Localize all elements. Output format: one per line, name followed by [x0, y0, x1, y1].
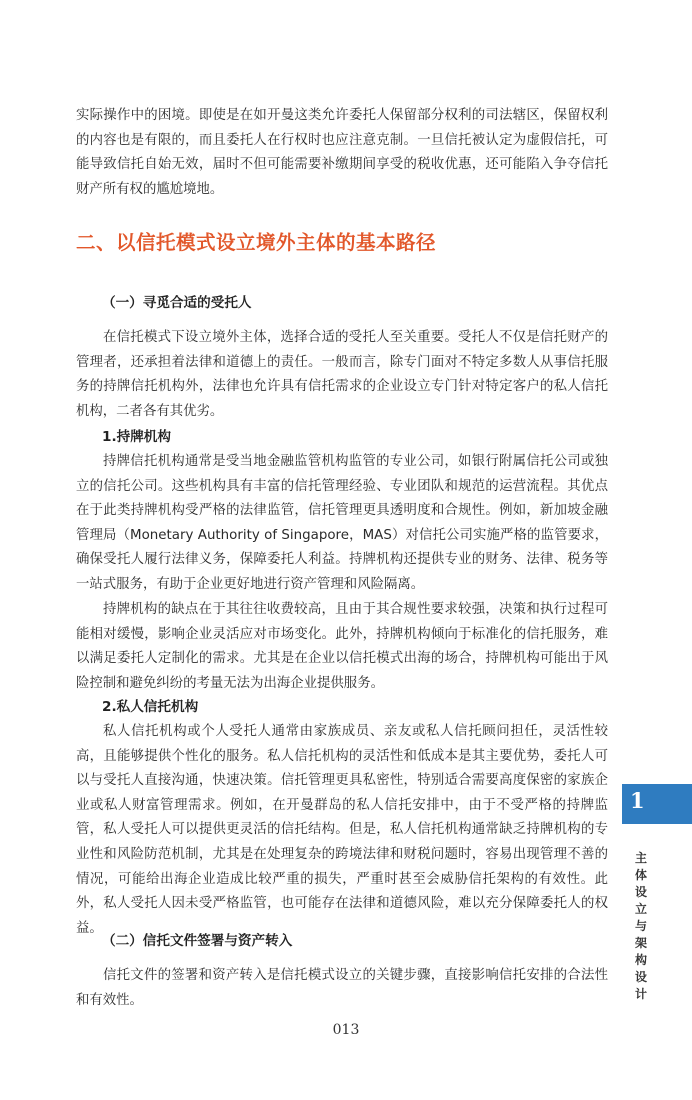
- chapter-tab: [622, 784, 692, 824]
- item-heading-licensed: 1.持牌机构: [102, 429, 171, 445]
- paragraph-sub1-intro: 在信托模式下设立境外主体，选择合适的受托人至关重要。受托人不仅是信托财产的管理者，还承担着法律和道德上的责任。一般而言，除专门面对不特定多数人从事信托服务的持牌信托机构外，法律也允许具有信托需求的企业设立专门针对特定客户的私人信托机构，二者各有其优劣。: [76, 330, 608, 419]
- item-heading-private: 2.私人信托机构: [102, 699, 199, 715]
- paragraph-continuation: 实际操作中的困境。即使是在如开曼这类允许委托人保留部分权利的司法辖区，保留权利的内容也是有限的，而且委托人在行权时也应注意克制。一旦信托被认定为虚假信托，可能导致信托自始无效，届时不但可能需要补缴期间享受的税收优惠，还可能陷入争夺信托财产所有权的尴尬境地。: [76, 108, 608, 197]
- section-heading: 二、以信托模式设立境外主体的基本路径: [76, 231, 437, 254]
- paragraph-licensed-1: 持牌信托机构通常是受当地金融监管机构监管的专业公司，如银行附属信托公司或独立的信托公司。这些机构具有丰富的信托管理经验、专业团队和规范的运营流程。其优点在于此类持牌机构受严格的法律监管，信托管理更具透明度和合规性。例如，新加坡金融管理局（Monetary Authority of Singapore，MAS）对信托公司实施严格的监管要求，确保受托人履行法律义务，保障委托人利益。持牌机构还提供专业的财务、法律、税务等一站式服务，有助于企业更好地进行资产管理和风险隔离。: [76, 454, 608, 592]
- paragraph-private-1: 私人信托机构或个人受托人通常由家族成员、亲友或私人信托顾问担任，灵活性较高，且能够提供个性化的服务。私人信托机构的灵活性和低成本是其主要优势，委托人可以与受托人直接沟通，快速决策。信托管理更具私密性，特别适合需要高度保密的家族企业或私人财富管理需求。例如，在开曼群岛的私人信托安排中，由于不受严格的持牌监管，私人受托人可以提供更灵活的信托结构。但是，私人信托机构通常缺乏持牌机构的专业性和风险防范机制，尤其是在处理复杂的跨境法律和财税问题时，容易出现管理不善的情况，可能给出海企业造成比较严重的损失，严重时甚至会威胁信托架构的有效性。此外，私人受托人因未受严格监管，也可能存在法律和道德风险，难以充分保障委托人的权益。: [76, 724, 608, 936]
- chapter-number: 1: [630, 788, 645, 813]
- paragraph-sub2-intro: 信托文件的签署和资产转入是信托模式设立的关键步骤，直接影响信托安排的合法性和有效性。: [76, 968, 608, 1008]
- chapter-title-vertical: 主体设立与架构设计: [634, 851, 647, 1001]
- page-number: 013: [332, 1022, 360, 1038]
- subsection-heading-1: （一）寻觅合适的受托人: [102, 295, 252, 311]
- subsection-heading-2: （二）信托文件签署与资产转入: [102, 933, 293, 949]
- paragraph-licensed-2: 持牌机构的缺点在于其往往收费较高，且由于其合规性要求较强，决策和执行过程可能相对缓慢，影响企业灵活应对市场变化。此外，持牌机构倾向于标准化的信托服务，难以满足委托人定制化的需求。尤其是在企业以信托模式出海的场合，持牌机构可能出于风险控制和避免纠纷的考量无法为出海企业提供服务。: [76, 602, 608, 691]
